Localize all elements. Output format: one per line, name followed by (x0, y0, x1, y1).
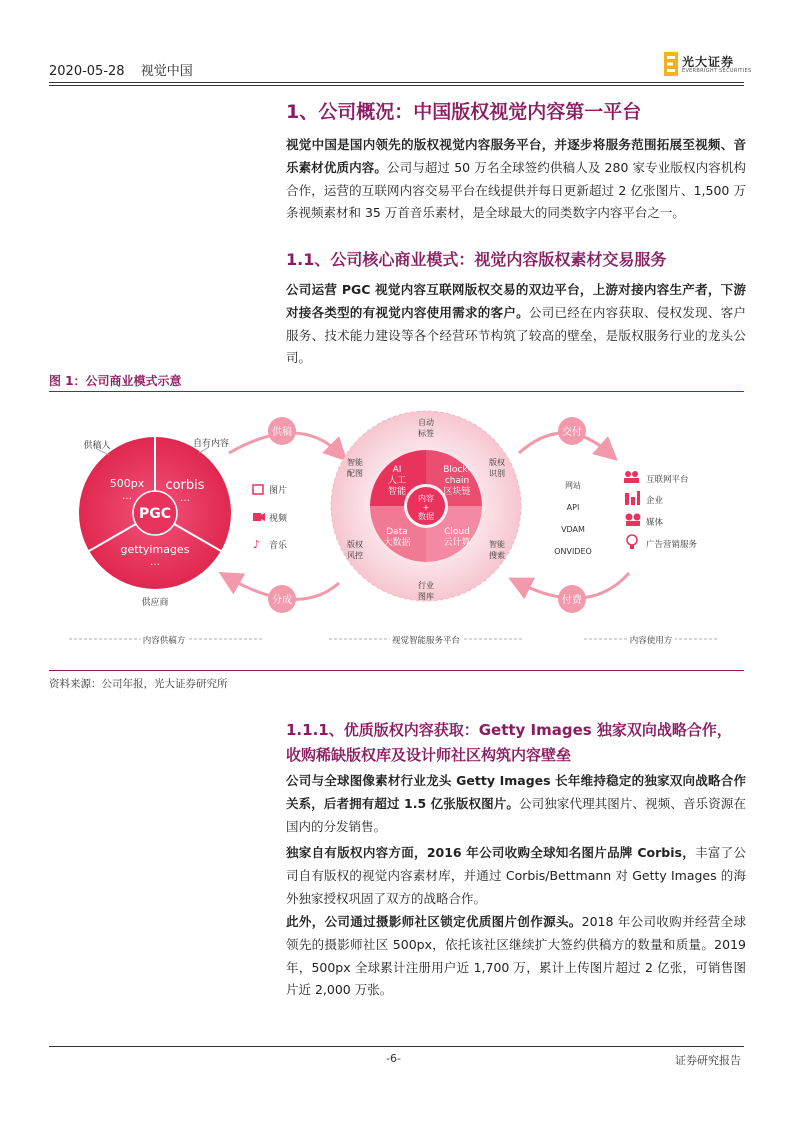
q-cloud-1: Cloud (444, 527, 470, 537)
q-ai-3: 智能 (387, 487, 407, 497)
p2-bold: 独家自有版权内容方面，2016 年公司收购全球知名图片品牌 Corbis， (286, 845, 696, 860)
header-info (49, 60, 205, 79)
core-line2: + (422, 503, 430, 512)
bulb-icon (627, 535, 637, 545)
pay-arrow (519, 573, 629, 613)
section-1-1-title: 1.1、公司核心商业模式：视觉内容版权素材交易服务 (286, 250, 667, 269)
label-own-content: 自有内容 (192, 439, 230, 449)
bottom-right-label: 内容使用方 (629, 636, 673, 646)
ring-autotag-1: 自动 (418, 418, 434, 427)
ring-library-2: 图库 (418, 592, 434, 601)
channels (554, 480, 592, 556)
customers (624, 471, 698, 550)
media-image-label: 图片 (269, 486, 288, 496)
everbright-logo (664, 52, 752, 78)
q-data-2: 大数据 (383, 538, 411, 548)
dots-2: … (180, 493, 190, 504)
building-icon (625, 493, 629, 505)
arrow-supply-label: 供稿 (272, 427, 292, 438)
label-contributor: 供稿人 (83, 441, 111, 451)
section-1-1-1-paragraph-1 (286, 770, 746, 838)
bottom-labels (69, 635, 719, 646)
ring-library-1: 行业 (418, 581, 434, 590)
brand-getty: gettyimages (120, 543, 190, 556)
ring-copyrightid-2: 识别 (489, 469, 505, 478)
media-music-label: 音乐 (269, 541, 288, 551)
section-1-1-rest: 公司已经在内容获取、侵权发现、客户服务、技术能力建设等各个经营环节构筑了较高的壁垒，是版权服务行业的龙头公司。 (286, 304, 746, 366)
ring-risk-2: 风控 (347, 551, 363, 560)
customer-ads: 广告营销服务 (646, 540, 698, 550)
q-ai-2: 人工 (387, 476, 407, 486)
arrow-deliver-label: 交付 (562, 427, 582, 438)
p2-rest: 丰富了公司自有版权的视觉内容素材库，并通过 Corbis/Bettmann 对 Getty Images 的海外独家授权巩固了双方的战略合作。 (286, 845, 746, 906)
report-date: 2020-05-28 (49, 64, 125, 79)
business-model-diagram (49, 393, 744, 668)
image-icon (253, 485, 263, 494)
brand-corbis: corbis (165, 478, 205, 493)
company-name: 视觉中国 (140, 64, 193, 79)
core-line1: 内容 (418, 494, 434, 503)
header-rule (49, 82, 744, 83)
dots-3: … (150, 557, 160, 568)
ring-search-2: 搜索 (489, 551, 505, 560)
logo-en-text: EVERBRIGHT SECURITIES (682, 68, 752, 74)
ring-smartmatch-1: 智能 (347, 458, 363, 467)
footer-label: 证券研究报告 (675, 1054, 741, 1067)
bottom-left-label: 内容供稿方 (142, 636, 186, 646)
q-block-1: Block- (443, 465, 471, 475)
section-1-1-paragraph (286, 279, 746, 370)
figure-title: 图 1：公司商业模式示意 (49, 374, 182, 388)
p1-rest: 公司独家代理其图片、视频、音乐资源在国内的分发销售。 (286, 795, 746, 834)
pgc-center-label: PGC (138, 506, 172, 522)
section-1-rest: 公司与超过 50 万名全球签约供稿人及 280 家专业版权内容机构合作，运营的互联网内容交易平台在线提供并每日更新超过 2 亿张图片、1,500 万条视频素材和 35 万首音乐素材，是全球最大的同类数字内容平台之一。 (286, 159, 746, 221)
logo-cn-text: 光大证券 (682, 55, 735, 69)
p1-bold: 公司与全球图像素材行业龙头 Getty Images 长年维持稳定的独家双向战略合作关系，后者拥有超过 1.5 亿张版权图片。 (286, 773, 746, 811)
media-video-label: 视频 (269, 514, 288, 524)
media-types (253, 484, 288, 551)
figure-top-rule (49, 391, 744, 392)
label-supplier: 供应商 (141, 598, 169, 608)
pgc-pie (79, 437, 231, 608)
customer-enterprise: 企业 (646, 496, 664, 506)
ring-smartmatch-2: 配图 (347, 469, 363, 478)
ring-copyrightid-1: 版权 (489, 458, 505, 467)
q-block-3: 区块链 (443, 487, 471, 497)
dots-1: … (122, 491, 132, 502)
ring-autotag-2: 标签 (418, 429, 434, 438)
section-1-1-bold: 公司运营 PGC 视觉内容互联网版权交易的双边平台，上游对接内容生产者，下游对接各类型的有视觉内容使用需求的客户。 (286, 282, 746, 320)
arrow-share-label: 分成 (272, 595, 292, 606)
brand-500px: 500px (109, 477, 145, 490)
section-1-1-1-title: 1.1.1、优质版权内容获取：Getty Images 独家双向战略合作，收购稀缺版权库及设计师社区构筑内容壁垒 (286, 721, 732, 764)
q-block-2: chain (444, 476, 470, 486)
channel-onvideo: ONVIDEO (554, 547, 592, 556)
q-data-1: Data (386, 527, 408, 537)
header-rule-second (49, 85, 744, 86)
customer-media: 媒体 (646, 518, 664, 528)
deliver-arrow (519, 417, 609, 453)
arrow-pay-label: 付费 (562, 595, 582, 606)
bottom-middle-label: 视觉智能服务平台 (391, 636, 461, 646)
q-cloud-2: 云计算 (443, 538, 471, 548)
media-icon (626, 514, 633, 521)
share-arrow (229, 578, 339, 613)
figure-source: 资料来源：公司年报，光大证券研究所 (49, 678, 228, 690)
ring-search-1: 智能 (489, 540, 505, 549)
music-icon: ♪ (253, 538, 261, 551)
ring-risk-1: 版权 (347, 540, 363, 549)
video-icon (253, 513, 261, 521)
users-icon (625, 471, 631, 477)
supply-arrow (229, 417, 339, 453)
core-line3: 数据 (418, 512, 434, 521)
page-number: -6- (386, 1052, 401, 1065)
footer-rule (49, 1046, 744, 1047)
channel-vdam: VDAM (561, 525, 585, 534)
figure-bottom-rule (49, 670, 744, 671)
section-1-bold: 视觉中国是国内领先的版权视觉内容服务平台，并逐步将服务范围拓展至视频、音乐素材优质内容。 (286, 137, 746, 175)
section-1-1-1-paragraph-3 (286, 911, 746, 1002)
section-1-1-1-paragraph-2 (286, 842, 746, 910)
channel-api: API (566, 503, 580, 512)
p3-bold: 此外，公司通过摄影师社区锁定优质图片创作源头。 (286, 914, 582, 929)
p3-rest: 2018 年公司收购并经营全球领先的摄影师社区 500px，依托该社区继续扩大签约供稿方的数量和质量。2019 年，500px 全球累计注册用户近 1,700 万，累计上传图片超过 2 亿张，可销售图片近 2,000 万张。 (286, 914, 746, 998)
section-1-paragraph (286, 134, 746, 225)
section-1-title: 1、公司概况：中国版权视觉内容第一平台 (286, 101, 642, 123)
customer-internet: 互联网平台 (646, 475, 689, 485)
logo-mark-icon (664, 52, 678, 76)
platform-circle (331, 411, 521, 601)
channel-website: 网站 (565, 481, 581, 490)
q-ai-1: AI (392, 465, 402, 475)
